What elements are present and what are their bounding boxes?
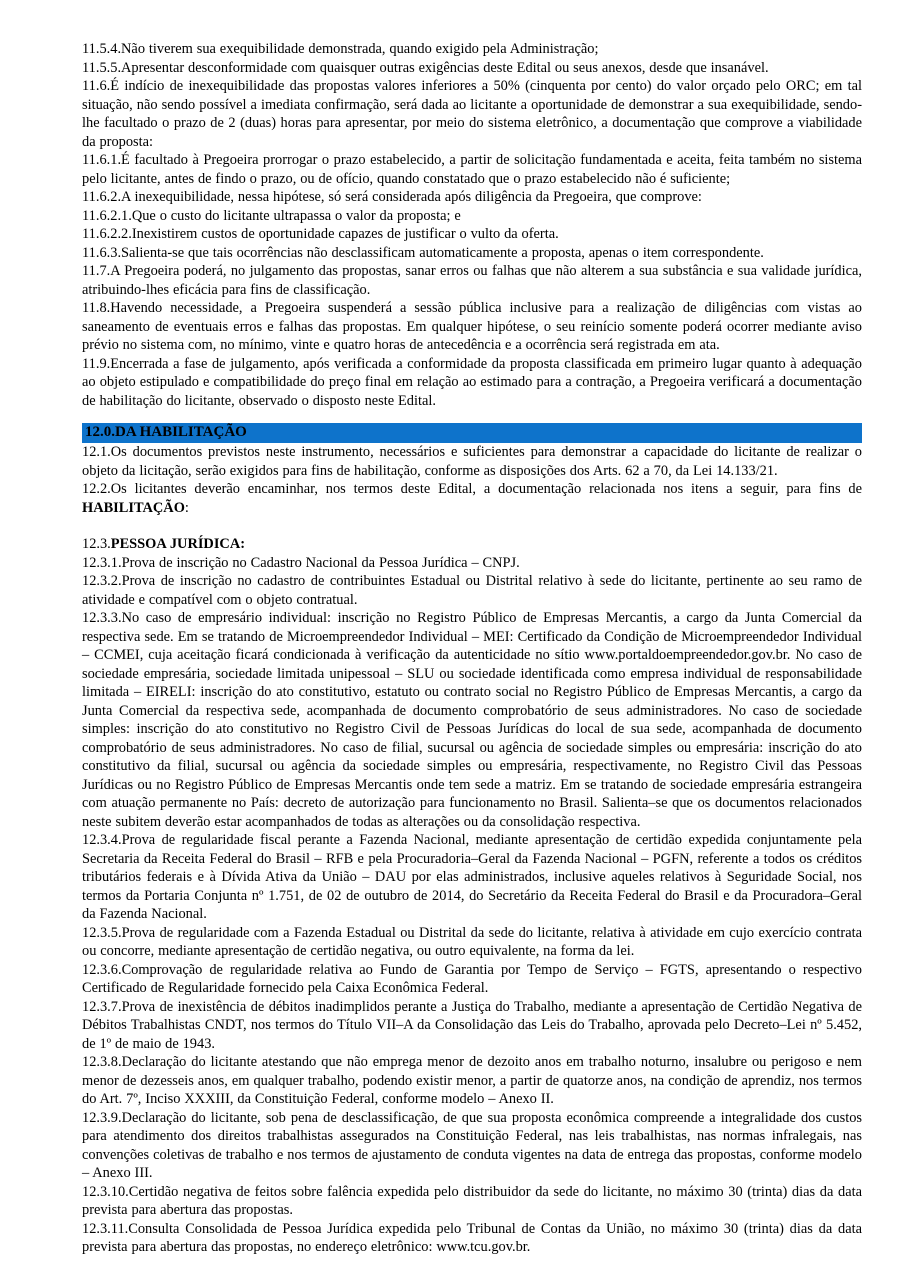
paragraph-12-3-3	[82, 609, 862, 831]
text-run: 12.3.2.Prova de inscrição no cadastro de contribuintes Estadual ou Distrital relativo à sede do licitante, pertinente ao seu ramo de atividade e compatível com o objeto contratual.	[82, 573, 862, 608]
text-run: 11.5.5.Apresentar desconformidade com quaisquer outras exigências deste Edital ou seus anexos, desde que insanável.	[82, 59, 769, 76]
paragraph-12-1	[82, 443, 862, 480]
text-run: 12.3.5.Prova de regularidade com a Fazenda Estadual ou Distrital da sede do licitante, relativa à atividade em cujo exercício contrata ou concorre, mediante apresentação de certidão negativa, ou outro equivalente, na forma da lei.	[82, 924, 862, 959]
paragraph-12-3-9	[82, 1109, 862, 1183]
paragraph-11-6-2-1	[82, 207, 862, 226]
text-run: 12.3.6.Comprovação de regularidade relativa ao Fundo de Garantia por Tempo de Serviço – FGTS, apresentando o respectivo Certificado de Regularidade fornecido pela Caixa Econômica Federal.	[82, 961, 862, 996]
text-run: 12.1.Os documentos previstos neste instrumento, necessários e suficientes para demonstrar a capacidade do licitante de realizar o objeto da licitação, serão exigidos para fins de habilitação, conforme as disposições dos Arts. 62 a 70, da Lei 14.133/21.	[82, 444, 862, 479]
paragraph-12-3-2	[82, 572, 862, 609]
text-run: 11.7.A Pregoeira poderá, no julgamento das propostas, sanar erros ou falhas que não alterem a sua substância e sua validade jurídica, atribuindo-lhes eficácia para fins de classificação.	[82, 263, 862, 298]
text-run: 12.3.4.Prova de regularidade fiscal perante a Fazenda Nacional, mediante apresentação de certidão expedida conjuntamente pela Secretaria da Receita Federal do Brasil – RFB e pela Procuradoria–Geral da Fazenda Nacional – PGFN, referente a todos os créditos tributários federais e à Dívida Ativa da União – DAU por elas administrados, inclusive aqueles relativos à Seguridade Social, nos termos da Portaria Conjunta nº 1.751, de 02 de outubro de 2014, do Secretário da Receita Federal do Brasil e da Procuradora–Geral da Fazenda Nacional.	[82, 832, 862, 922]
paragraph-12-3-5	[82, 924, 862, 961]
text-run: 12.3.3.No caso de empresário individual: inscrição no Registro Público de Empresas Mercantis, a cargo da Junta Comercial da respectiva sede. Em se tratando de Microempreendedor Individual – MEI: Certificado da Condição de Microempreendedor Individual – CCMEI, cuja aceitação ficará condicionada à verificação da autenticidade no sítio www.portaldoempreendedor.gov.br. No caso de sociedade empresária, sociedade limitada unipessoal – SLU ou sociedade identificada como empresa individual de responsabilidade limitada – EIRELI: inscrição do ato constitutivo, estatuto ou contrato social no Registro Público de Empresas Mercantis, a cargo da Junta Comercial da respectiva sede, acompanhada de documento comprobatório de seus administradores. No caso de sociedade simples: inscrição do ato constitutivo no Registro Civil de Pessoas Jurídicas do local de sua sede, acompanhada de documento comprobatório de seus administradores. No caso de filial, sucursal ou agência de sociedade simples ou empresária: inscrição do ato constitutivo da filial, sucursal ou agência da sociedade simples ou empresária, respectivamente, no Registro Civil das Pessoas Jurídicas ou no Registro Público de Empresas Mercantis onde tem sede a matriz. Em se tratando de sociedade empresária estrangeira com atuação permanente no País: decreto de autorização para funcionamento no Brasil. Salienta–se que os documentos relacionados neste subitem deverão estar acompanhados de todas as alterações ou da consolidação respectiva.	[82, 610, 862, 830]
paragraph-12-3-1	[82, 554, 862, 573]
paragraph-11-9	[82, 355, 862, 411]
text-run: :	[184, 499, 189, 516]
paragraph-12-3-7	[82, 998, 862, 1054]
paragraph-12-3-6	[82, 961, 862, 998]
paragraph-12-3-10	[82, 1183, 862, 1220]
text-run: 11.6.1.É facultado à Pregoeira prorrogar o prazo estabelecido, a partir de solicitação fundamentada e aceita, feita também no sistema pelo licitante, antes de findo o prazo, ou de ofício, quando constatado que o prazo estabelecido não é suficiente;	[82, 152, 862, 187]
text-run: 11.8.Havendo necessidade, a Pregoeira suspenderá a sessão pública inclusive para a realização de diligências com vistas ao saneamento de eventuais erros e falhas das propostas. Em qualquer hipótese, o seu reinício somente poderá ocorrer mediante aviso prévio no sistema com, no mínimo, vinte e quatro horas de antecedência e a ocorrência será registrada em ata.	[82, 300, 862, 353]
text-run: 11.9.Encerrada a fase de julgamento, após verificada a conformidade da proposta classificada em primeiro lugar quanto à adequação ao objeto estipulado e compatibilidade do preço final em relação ao estimado para a contração, a Pregoeira verificará a documentação de habilitação do licitante, observado o disposto neste Edital.	[82, 355, 862, 409]
paragraph-11-6-2-2	[82, 225, 862, 244]
blank-line	[82, 517, 862, 535]
paragraph-11-5-5	[82, 59, 862, 78]
text-run: 11.6.2.2.Inexistirem custos de oportunidade capazes de justificar o vulto da oferta.	[82, 226, 559, 242]
paragraph-11-5-4	[82, 40, 862, 59]
text-run: 11.6.2.A inexequibilidade, nessa hipótese, só será considerada após diligência da Pregoeira, que comprove:	[82, 189, 702, 205]
text-run: 12.3.8.Declaração do licitante atestando que não emprega menor de dezoito anos em trabalho noturno, insalubre ou perigoso e nem menor de dezesseis anos, em qualquer trabalho, podendo existir menor, a partir de quatorze anos, na condição de aprendiz, nos termos do Art. 7º, Inciso XXXIII, da Constituição Federal, conforme modelo – Anexo II.	[82, 1054, 862, 1107]
text-run: HABILITAÇÃO	[82, 499, 185, 516]
text-run: PESSOA JURÍDICA:	[110, 536, 246, 552]
document-page	[82, 40, 862, 1257]
text-run: 12.3.	[82, 536, 111, 552]
paragraph-12-3-8	[82, 1053, 862, 1109]
paragraph-12-3	[82, 535, 862, 554]
text-run: 12.3.11.Consulta Consolidada de Pessoa Jurídica expedida pelo Tribunal de Contas da União, no máximo 30 (trinta) dias da data prevista para abertura das propostas, no endereço eletrônico: www.tcu.gov.br.	[82, 1220, 862, 1255]
text-run: 11.6.3.Salienta-se que tais ocorrências não desclassificam automaticamente a proposta, apenas o item correspondente.	[82, 244, 764, 261]
text-run: 12.3.10.Certidão negativa de feitos sobre falência expedida pelo distribuidor da sede do licitante, no máximo 30 (trinta) dias da data prevista para abertura das propostas.	[82, 1183, 862, 1218]
paragraph-12-3-4	[82, 831, 862, 924]
paragraph-12-2	[82, 480, 862, 517]
text-run: 12.3.9.Declaração do licitante, sob pena de desclassificação, de que sua proposta econômica compreende a integralidade dos custos para atendimento dos direitos trabalhistas assegurados na Constituição Federal, nas leis trabalhistas, nas normas infralegais, nas convenções coletivas de trabalho e nos termos de ajustamento de conduta vigentes na data de entrega das propostas, conforme modelo – Anexo III.	[82, 1109, 862, 1181]
paragraph-11-8	[82, 299, 862, 355]
text-run: 12.3.7.Prova de inexistência de débitos inadimplidos perante a Justiça do Trabalho, mediante a apresentação de Certidão Negativa de Débitos Trabalhistas CNDT, nos termos do Título VII–A da Consolidação das Leis do Trabalho, aprovada pelo Decreto–Lei nº 5.452, de 1º de maio de 1943.	[82, 998, 862, 1052]
blank-line	[82, 410, 862, 423]
text-run: 11.5.4.Não tiverem sua exequibilidade demonstrada, quando exigido pela Administração;	[82, 41, 599, 57]
paragraph-12-3-11	[82, 1220, 862, 1257]
section-header-12-0	[82, 423, 862, 443]
paragraph-11-6	[82, 77, 862, 151]
text-run: 11.6.2.1.Que o custo do licitante ultrapassa o valor da proposta; e	[82, 207, 461, 224]
paragraph-11-7	[82, 262, 862, 299]
paragraph-11-6-3	[82, 244, 862, 263]
paragraph-11-6-1	[82, 151, 862, 188]
paragraph-11-6-2	[82, 188, 862, 207]
text-run: 12.2.Os licitantes deverão encaminhar, nos termos deste Edital, a documentação relacionada nos itens a seguir, para fins de	[82, 481, 862, 497]
text-run: 12.0.DA HABILITAÇÃO	[85, 424, 247, 440]
text-run: 12.3.1.Prova de inscrição no Cadastro Nacional da Pessoa Jurídica – CNPJ.	[82, 554, 520, 571]
text-run: 11.6.É indício de inexequibilidade das propostas valores inferiores a 50% (cinquenta por cento) do valor orçado pelo ORC; em tal situação, não sendo possível a imediata confirmação, será dada ao licitante a oportunidade de demonstrar a sua exequibilidade, sendo-lhe facultado o prazo de 2 (duas) horas para apresentar, por meio do sistema eletrônico, a documentação que comprove a viabilidade da proposta:	[82, 78, 862, 150]
